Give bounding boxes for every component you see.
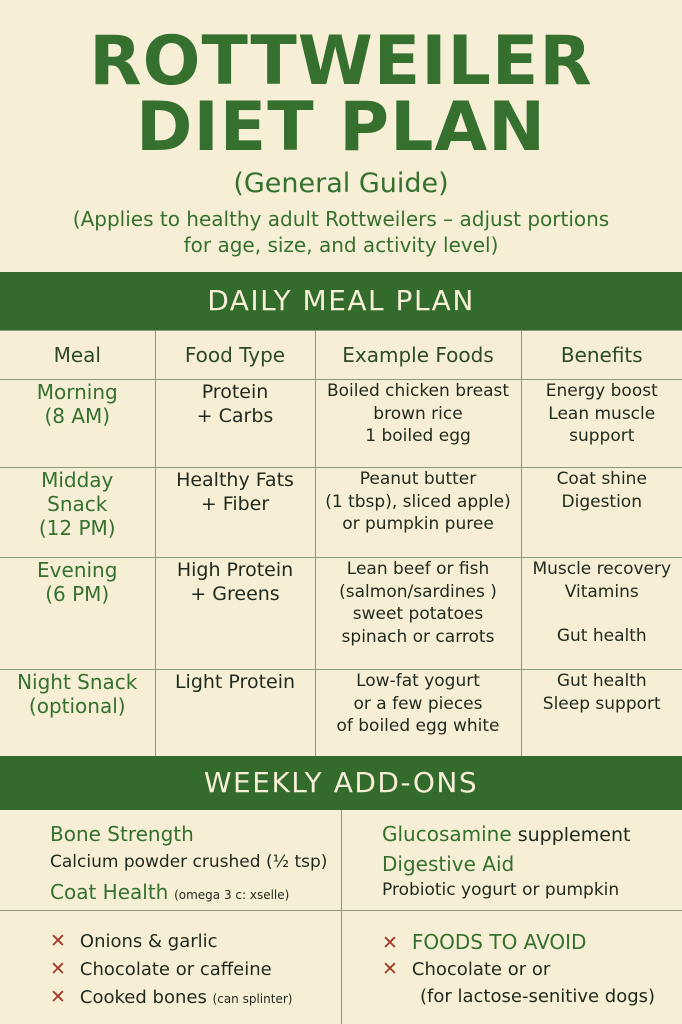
avoid-item-text: Onions & garlic [79,931,218,952]
cell-line: Night Snack [17,670,138,694]
cell-line: (salmon/sardines ) [339,581,497,602]
glucosamine-title: Glucosamine [382,822,512,846]
cell-line: (12 PM) [38,516,116,540]
example-foods-cell [315,558,521,670]
x-mark-icon: ✕ [50,930,66,952]
cell-line: Digestion [561,491,642,512]
example-foods-cell [315,468,521,558]
food-type-cell [155,380,315,468]
cell-line: spinach or carrots [341,626,495,647]
x-mark-icon: ✕ [382,932,398,954]
cell-line: of boiled egg white [336,716,500,736]
cell-line: Peanut butter [359,469,477,489]
cell-line: sweet potatoes [352,604,484,624]
intro-note-line2: for age, size, and activity level) [183,233,499,257]
cell-line: High Protein [176,559,294,581]
avoid-item [50,986,292,1008]
cell-line: Snack [47,492,108,516]
foods-to-avoid-title: FOODS TO AVOID [411,930,587,954]
column-header-example-foods: Example Foods [315,331,521,380]
cell-line: Sleep support [542,693,661,714]
page-title-line2: DIET PLAN [136,88,546,167]
cell-line: Lean beef or fish [346,559,490,579]
cell-line: Gut health [556,626,647,646]
avoid-item-text: Chocolate or caffeine [79,959,272,980]
meal-cell [0,558,155,670]
benefits-cell [521,670,682,758]
cell-line: Muscle recovery [532,559,672,579]
avoid-item-text: Chocolate or or [411,959,551,980]
table-header-row [0,331,682,380]
intro-note-line1: (Applies to healthy adult Rottweilers – adjust portions [72,207,610,231]
meal-cell [0,670,155,758]
page-subtitle: (General Guide) [233,168,449,199]
row-divider [0,910,682,911]
foods-to-avoid-line [382,930,586,954]
cell-line: Midday [41,468,114,492]
weekly-add-ons-section [0,810,682,1024]
daily-meal-plan-header: DAILY MEAL PLAN [0,272,682,330]
coat-health-line [50,880,289,904]
avoid-item-note: (for lactose-senitive dogs) [420,986,656,1007]
cell-line: support [569,426,635,446]
cell-line: Coat shine [556,469,647,489]
meal-cell [0,380,155,468]
table-row [0,380,682,468]
x-mark-icon: ✕ [382,958,398,980]
table-row [0,670,682,758]
cell-line: brown rice [373,403,463,424]
coat-health-title: Coat Health [50,880,169,904]
coat-health-note: (omega 3 c: xselle) [174,888,290,902]
cell-line: Evening [37,558,118,582]
cell-line: (6 PM) [45,582,110,606]
glucosamine-text: supplement [511,824,631,846]
cell-line: Energy boost [545,381,658,401]
cell-line: or pumpkin puree [342,514,494,534]
glucosamine-line [382,822,630,846]
example-foods-cell [315,380,521,468]
cell-line: (8 AM) [44,404,111,428]
avoid-item [382,958,550,980]
food-type-cell [155,670,315,758]
column-header-meal: Meal [0,331,155,380]
cell-line: Morning [36,380,118,404]
cell-line: (optional) [28,694,126,718]
cell-line: + Carbs [196,405,274,427]
column-header-benefits: Benefits [521,331,682,380]
cell-line: Light Protein [174,671,296,693]
cell-line: or a few pieces [353,693,483,714]
digestive-aid-text: Probiotic yogurt or pumpkin [382,880,620,900]
intro-note [20,206,662,258]
cell-line: + Greens [190,583,280,605]
column-header-food-type: Food Type [155,331,315,380]
benefits-cell [521,558,682,670]
avoid-item-note: (can splinter) [212,992,293,1006]
cell-line: Gut health [556,671,647,691]
benefits-cell [521,468,682,558]
cell-line: Healthy Fats [176,469,294,491]
weekly-add-ons-header: WEEKLY ADD-ONS [0,756,682,810]
cell-spacer [526,603,679,625]
avoid-item [50,958,272,980]
digestive-aid-title: Digestive Aid [382,852,515,876]
table-row [0,468,682,558]
cell-line: Lean muscle [548,403,656,424]
cell-line: Protein [201,381,269,403]
avoid-item-text: Cooked bones [79,987,213,1008]
cell-line: Low-fat yogurt [356,671,480,691]
cell-line: Boiled chicken breast [326,381,510,401]
column-divider [341,810,342,1024]
meal-cell [0,468,155,558]
cell-line: Vitamins [564,581,639,602]
x-mark-icon: ✕ [50,958,66,980]
food-type-cell [155,468,315,558]
bone-strength-text: Calcium powder crushed (½ tsp) [50,852,328,872]
bone-strength-title: Bone Strength [50,822,194,846]
example-foods-cell [315,670,521,758]
table-row [0,558,682,670]
x-mark-icon: ✕ [50,986,66,1008]
cell-line: 1 boiled egg [365,426,471,446]
meal-plan-table [0,330,682,758]
cell-line: (1 tbsp), sliced apple) [325,491,511,512]
cell-line: + Fiber [200,493,270,515]
food-type-cell [155,558,315,670]
page-title-line1: ROTTWEILER [89,22,593,101]
benefits-cell [521,380,682,468]
avoid-item [50,930,218,952]
